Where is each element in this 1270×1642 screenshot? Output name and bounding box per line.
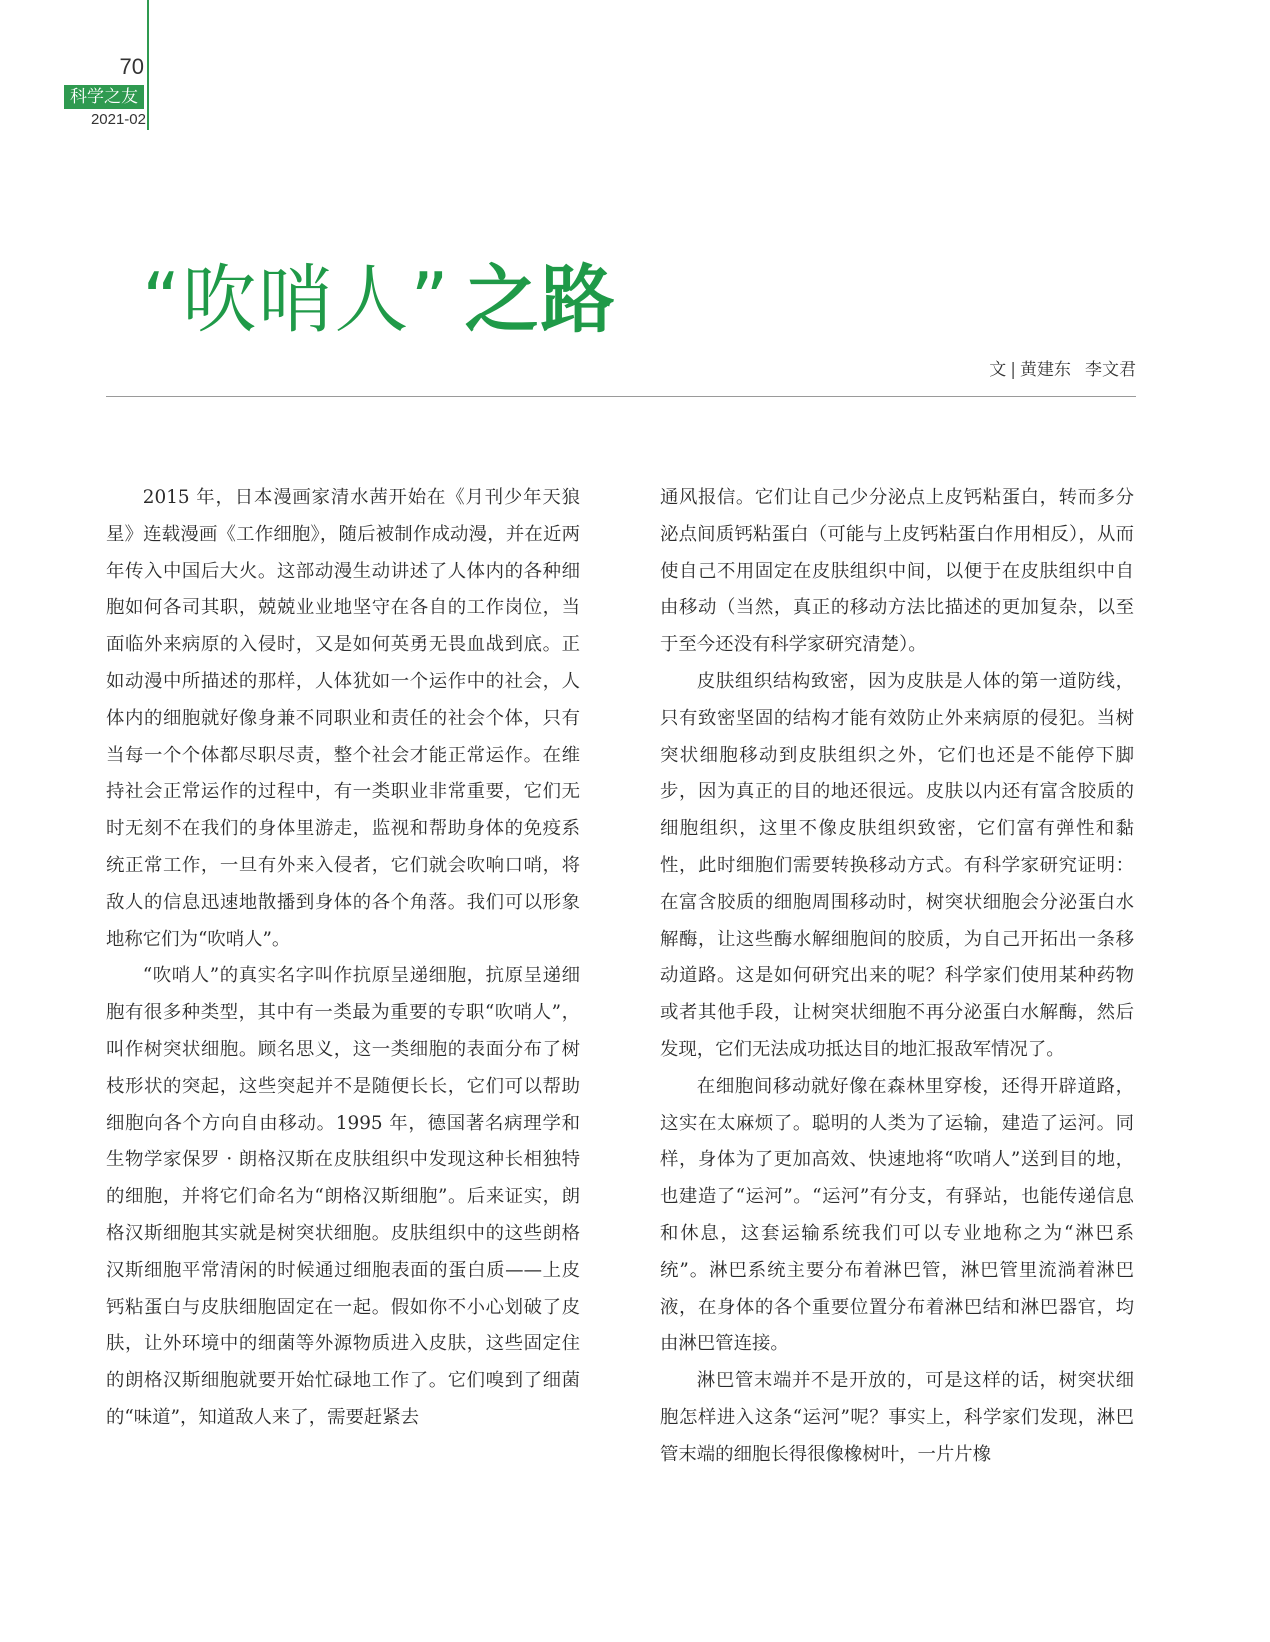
author-1: 黄建东 <box>1020 360 1071 380</box>
body-paragraph: 2015 年，日本漫画家清水茜开始在《月刊少年天狼星》连载漫画《工作细胞》，随后被制作成动漫，并在近两年传入中国后大火。这部动漫生动讲述了人体内的各种细胞如何各司其职，兢兢业业地坚守在各自的工作岗位，当面临外来病原的入侵时，又是如何英勇无畏血战到底。正如动漫中所描述的那样，人体犹如一个运作中的社会，人体内的细胞就好像身兼不同职业和责任的社会个体，只有当每一个个体都尽职尽责，整个社会才能正常运作。在维持社会正常运作的过程中，有一类职业非常重要，它们无时无刻不在我们的身体里游走，监视和帮助身体的免疫系统正常工作，一旦有外来入侵者，它们就会吹响口哨，将敌人的信息迅速地散播到身体的各个角落。我们可以形象地称它们为“吹哨人”。 <box>106 487 580 950</box>
body-paragraph-continued: 通风报信。它们让自己少分泌点上皮钙粘蛋白，转而多分泌点间质钙粘蛋白（可能与上皮钙粘蛋白作用相反），从而使自己不用固定在皮肤组织中间，以便于在皮肤组织中自由移动（当然，真正的移动方法比描述的更加复杂，以至于至今还没有科学家研究清楚）。 <box>660 487 1134 656</box>
margin-rule <box>147 0 149 130</box>
body-paragraph: 淋巴管末端并不是开放的，可是这样的话，树突状细胞怎样进入这条“运河”呢？事实上，科学家们发现，淋巴管末端的细胞长得很像橡树叶，一片片橡 <box>660 1370 1134 1465</box>
magazine-name-badge: 科学之友 <box>64 85 144 109</box>
author-2: 李文君 <box>1085 360 1136 380</box>
body-column-left <box>106 480 580 1437</box>
byline <box>989 359 1136 381</box>
byline-separator: | <box>1010 360 1016 380</box>
body-column-right <box>660 480 1134 1474</box>
article-title <box>142 250 617 350</box>
title-divider <box>106 396 1136 397</box>
byline-prefix: 文 <box>989 360 1007 380</box>
title-bold-part: 之路 <box>464 257 617 343</box>
body-paragraph: “吹哨人”的真实名字叫作抗原呈递细胞，抗原呈递细胞有很多种类型，其中有一类最为重要的专职“吹哨人”，叫作树突状细胞。顾名思义，这一类细胞的表面分布了树枝形状的突起，这些突起并不是随便长长，它们可以帮助细胞向各个方向自由移动。1995 年，德国著名病理学和生物学家保罗 · 朗格汉斯在皮肤组织中发现这种长相独特的细胞，并将它们命名为“朗格汉斯细胞”。后来证实，朗格汉斯细胞其实就是树突状细胞。皮肤组织中的这些朗格汉斯细胞平常清闲的时候通过细胞表面的蛋白质——上皮钙粘蛋白与皮肤细胞固定在一起。假如你不小心划破了皮肤，让外环境中的细菌等外源物质进入皮肤，这些固定住的朗格汉斯细胞就要开始忙碌地工作了。它们嗅到了细菌的“味道”，知道敌人来了，需要赶紧去 <box>106 965 580 1428</box>
body-paragraph: 在细胞间移动就好像在森林里穿梭，还得开辟道路，这实在太麻烦了。聪明的人类为了运输，建造了运河。同样，身体为了更加高效、快速地将“吹哨人”送到目的地，也建造了“运河”。“运河”有分支，有驿站，也能传递信息和休息，这套运输系统我们可以专业地称之为“淋巴系统”。淋巴系统主要分布着淋巴管，淋巴管里流淌着淋巴液，在身体的各个重要位置分布着淋巴结和淋巴器官，均由淋巴管连接。 <box>660 1075 1134 1355</box>
issue-date: 2021-02 <box>90 111 146 128</box>
page-number: 70 <box>119 54 144 79</box>
body-paragraph: 皮肤组织结构致密，因为皮肤是人体的第一道防线，只有致密坚固的结构才能有效防止外来病原的侵犯。当树突状细胞移动到皮肤组织之外，它们也还是不能停下脚步，因为真正的目的地还很远。皮肤以内还有富含胶质的细胞组织，这里不像皮肤组织致密，它们富有弹性和黏性，此时细胞们需要转换移动方式。有科学家研究证明：在富含胶质的细胞周围移动时，树突状细胞会分泌蛋白水解酶，让这些酶水解细胞间的胶质，为自己开拓出一条移动道路。这是如何研究出来的呢？科学家们使用某种药物或者其他手段，让树突状细胞不再分泌蛋白水解酶，然后发现，它们无法成功抵达目的地汇报敌军情况了。 <box>660 670 1134 1060</box>
title-quoted-part: “吹哨人” <box>142 257 451 343</box>
